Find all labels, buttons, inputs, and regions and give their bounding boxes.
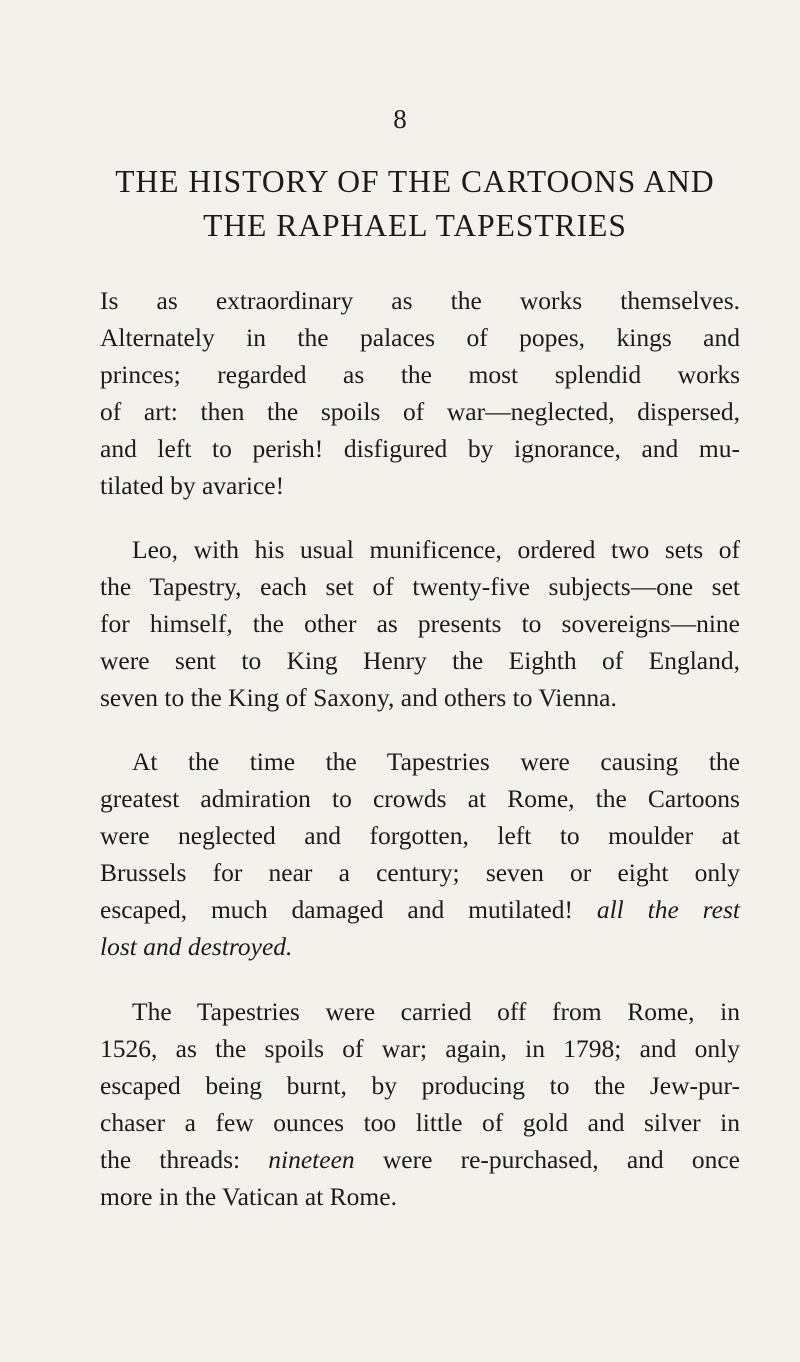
text-line: Leo, with his usual munificence, ordered two sets of — [132, 535, 740, 564]
chapter-heading — [95, 160, 735, 248]
heading-line-1: THE HISTORY OF THE CARTOONS AND — [115, 164, 715, 199]
paragraph-4 — [100, 993, 740, 1215]
text-line: for himself, the other as presents to sovereigns—nine — [100, 609, 740, 638]
paragraph-1 — [100, 282, 740, 504]
page-number: 8 — [393, 104, 407, 134]
text-line: escaped being burnt, by producing to the Jew-pur- — [100, 1071, 740, 1100]
text-line: The Tapestries were carried off from Rome, in — [132, 997, 740, 1026]
text-line: Brussels for near a century; seven or eight only — [100, 858, 740, 887]
text-line — [100, 1141, 740, 1178]
paragraph-3 — [100, 743, 740, 965]
text-line: Is as extraordinary as the works themselves. — [100, 286, 740, 315]
italic-text: all the rest — [596, 895, 740, 924]
text-line: 1526, as the spoils of war; again, in 1798; and only — [100, 1034, 740, 1063]
text-line: greatest admiration to crowds at Rome, the Cartoons — [100, 784, 740, 813]
text-line: were neglected and forgotten, left to moulder at — [100, 821, 740, 850]
text-line: princes; regarded as the most splendid works — [100, 360, 740, 389]
text-line: chaser a few ounces too little of gold and silver in — [100, 1108, 740, 1137]
text-line: and left to perish! disfigured by ignorance, and mu- — [100, 434, 740, 463]
text-segment: the threads: — [100, 1145, 241, 1174]
text-line — [100, 891, 740, 928]
italic-text: lost and destroyed. — [100, 932, 293, 961]
text-line: Alternately in the palaces of popes, kings and — [100, 323, 740, 352]
text-line: were sent to King Henry the Eighth of England, — [100, 646, 740, 675]
text-line: seven to the King of Saxony, and others to Vienna. — [100, 683, 617, 712]
text-line: the Tapestry, each set of twenty-five subjects—one set — [100, 572, 740, 601]
text-segment: escaped, much damaged and mutilated! — [100, 895, 573, 924]
text-line: more in the Vatican at Rome. — [100, 1182, 397, 1211]
text-line: At the time the Tapestries were causing the — [132, 747, 740, 776]
paragraph-2 — [100, 531, 740, 716]
heading-line-2: THE RAPHAEL TAPESTRIES — [203, 208, 627, 243]
italic-text: nineteen — [268, 1145, 355, 1174]
text-line: of art: then the spoils of war—neglected, dispersed, — [100, 397, 740, 426]
text-line — [100, 928, 740, 965]
text-line: tilated by avarice! — [100, 471, 285, 500]
text-segment: were re-purchased, and once — [382, 1145, 741, 1174]
